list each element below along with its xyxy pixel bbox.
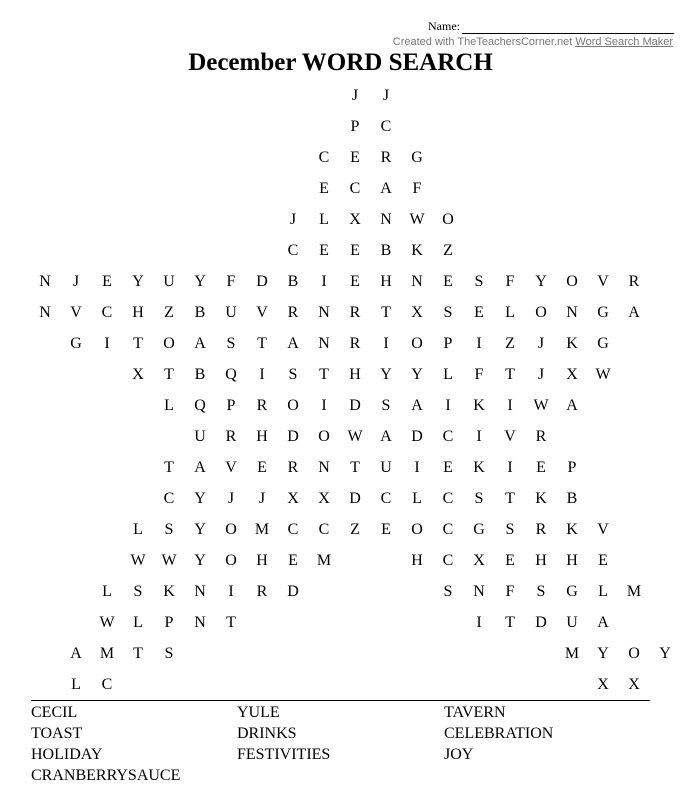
grid-letter: G xyxy=(473,521,485,538)
grid-letter: C xyxy=(318,521,330,538)
grid-letter: G xyxy=(411,149,423,166)
grid-letter: O xyxy=(287,397,299,414)
grid-letter: B xyxy=(194,304,206,321)
grid-letter: Y xyxy=(659,645,671,662)
grid-letter: E xyxy=(381,521,391,538)
grid-letter: Z xyxy=(505,335,515,352)
grid-letter: I xyxy=(414,459,420,476)
grid-letter: O xyxy=(628,645,640,662)
grid-letter: T xyxy=(350,459,360,476)
grid-letter: N xyxy=(473,583,485,600)
grid-letter: K xyxy=(473,459,485,476)
word-search-maker-link[interactable]: Word Search Maker xyxy=(575,36,673,48)
grid-letter: Y xyxy=(411,366,423,383)
grid-letter: C xyxy=(287,242,299,259)
grid-letter: F xyxy=(505,583,515,600)
grid-letter: X xyxy=(411,304,423,321)
grid-letter: K xyxy=(163,583,175,600)
grid-letter: C xyxy=(442,490,454,507)
divider-line xyxy=(31,700,650,701)
grid-letter: P xyxy=(226,397,236,414)
word-list-item: HOLIDAY xyxy=(31,746,103,763)
word-list-item: CRANBERRYSAUCE xyxy=(31,767,181,784)
grid-letter: S xyxy=(288,366,298,383)
grid-letter: V xyxy=(597,273,609,290)
grid-letter: V xyxy=(70,304,82,321)
grid-letter: S xyxy=(443,583,453,600)
grid-letter: Y xyxy=(194,273,206,290)
grid-letter: H xyxy=(566,552,578,569)
grid-letter: D xyxy=(287,583,299,600)
grid-letter: K xyxy=(473,397,485,414)
grid-letter: S xyxy=(226,335,236,352)
grid-letter: C xyxy=(163,490,175,507)
grid-letter: L xyxy=(71,676,81,693)
word-list-item: JOY xyxy=(444,746,474,763)
grid-letter: J xyxy=(382,87,390,104)
grid-letter: R xyxy=(535,521,547,538)
grid-letter: A xyxy=(194,335,206,352)
grid-letter: L xyxy=(319,211,329,228)
grid-letter: U xyxy=(380,459,392,476)
grid-letter: P xyxy=(567,459,577,476)
grid-letter: H xyxy=(380,273,392,290)
grid-letter: I xyxy=(383,335,389,352)
grid-letter: A xyxy=(597,614,609,631)
grid-letter: Q xyxy=(225,366,237,383)
grid-letter: J xyxy=(289,211,297,228)
grid-letter: A xyxy=(566,397,578,414)
grid-letter: O xyxy=(535,304,547,321)
grid-letter: Y xyxy=(194,490,206,507)
grid-letter: I xyxy=(321,397,327,414)
grid-letter: V xyxy=(256,304,268,321)
grid-letter: V xyxy=(504,428,516,445)
grid-letter: C xyxy=(442,428,454,445)
grid-letter: X xyxy=(566,366,578,383)
grid-letter: O xyxy=(442,211,454,228)
grid-letter: N xyxy=(411,273,423,290)
grid-letter: E xyxy=(536,459,546,476)
grid-letter: G xyxy=(597,335,609,352)
grid-letter: H xyxy=(256,428,268,445)
grid-letter: E xyxy=(474,304,484,321)
grid-letter: Q xyxy=(194,397,206,414)
grid-letter: E xyxy=(443,459,453,476)
grid-letter: T xyxy=(133,645,143,662)
grid-letter: A xyxy=(380,428,392,445)
grid-letter: X xyxy=(132,366,144,383)
grid-letter: U xyxy=(163,273,175,290)
grid-letter: R xyxy=(349,335,361,352)
grid-letter: L xyxy=(598,583,608,600)
grid-letter: I xyxy=(259,366,265,383)
grid-letter: R xyxy=(628,273,640,290)
grid-letter: I xyxy=(476,335,482,352)
grid-letter: E xyxy=(350,149,360,166)
grid-letter: P xyxy=(350,118,360,135)
grid-letter: V xyxy=(225,459,237,476)
grid-letter: P xyxy=(164,614,174,631)
grid-letter: J xyxy=(537,366,545,383)
grid-letter: T xyxy=(381,304,391,321)
grid-letter: B xyxy=(287,273,299,290)
grid-letter: A xyxy=(628,304,640,321)
grid-letter: S xyxy=(164,645,174,662)
grid-letter: I xyxy=(476,428,482,445)
grid-letter: U xyxy=(225,304,237,321)
grid-letter: L xyxy=(164,397,174,414)
grid-letter: N xyxy=(39,273,51,290)
grid-letter: L xyxy=(505,304,515,321)
grid-letter: F xyxy=(474,366,484,383)
grid-letter: C xyxy=(349,180,361,197)
grid-letter: N xyxy=(318,459,330,476)
grid-letter: C xyxy=(101,304,113,321)
grid-letter: U xyxy=(194,428,206,445)
grid-letter: S xyxy=(443,304,453,321)
grid-letter: V xyxy=(597,521,609,538)
grid-letter: I xyxy=(507,397,513,414)
grid-letter: H xyxy=(349,366,361,383)
grid-letter: Z xyxy=(164,304,174,321)
grid-letter: K xyxy=(411,242,423,259)
grid-letter: J xyxy=(537,335,545,352)
grid-letter: E xyxy=(102,273,112,290)
grid-letter: J xyxy=(258,490,266,507)
grid-letter: A xyxy=(411,397,423,414)
grid-letter: D xyxy=(535,614,547,631)
grid-letter: Z xyxy=(443,242,453,259)
grid-letter: Y xyxy=(535,273,547,290)
grid-letter: N xyxy=(318,335,330,352)
grid-letter: K xyxy=(566,335,578,352)
grid-letter: N xyxy=(566,304,578,321)
grid-letter: F xyxy=(505,273,515,290)
grid-letter: O xyxy=(163,335,175,352)
grid-letter: E xyxy=(443,273,453,290)
grid-letter: R xyxy=(287,459,299,476)
word-list-item: CECIL xyxy=(31,704,78,721)
grid-letter: N xyxy=(380,211,392,228)
grid-letter: E xyxy=(505,552,515,569)
grid-letter: X xyxy=(287,490,299,507)
page-title: December WORD SEARCH xyxy=(188,49,493,76)
grid-letter: N xyxy=(39,304,51,321)
grid-letter: M xyxy=(564,645,580,662)
grid-letter: R xyxy=(380,149,392,166)
grid-letter: X xyxy=(473,552,485,569)
grid-letter: M xyxy=(316,552,332,569)
grid-letter: T xyxy=(505,614,515,631)
grid-letter: T xyxy=(505,366,515,383)
grid-letter: X xyxy=(318,490,330,507)
grid-letter: C xyxy=(318,149,330,166)
grid-letter: T xyxy=(319,366,329,383)
grid-letter: T xyxy=(257,335,267,352)
grid-letter: S xyxy=(536,583,546,600)
grid-letter: I xyxy=(228,583,234,600)
grid-letter: E xyxy=(319,180,329,197)
grid-letter: A xyxy=(70,645,82,662)
grid-letter: Y xyxy=(194,552,206,569)
grid-letter: C xyxy=(380,490,392,507)
grid-letter: C xyxy=(101,676,113,693)
grid-letter: Z xyxy=(350,521,360,538)
grid-letter: T xyxy=(226,614,236,631)
grid-letter: T xyxy=(133,335,143,352)
grid-letter: Y xyxy=(194,521,206,538)
word-list-item: TOAST xyxy=(31,725,83,742)
grid-letter: S xyxy=(133,583,143,600)
grid-letter: F xyxy=(412,180,422,197)
grid-letter: E xyxy=(350,242,360,259)
grid-letter: O xyxy=(318,428,330,445)
grid-letter: T xyxy=(505,490,515,507)
grid-letter: C xyxy=(442,521,454,538)
grid-letter: D xyxy=(349,490,361,507)
grid-letter: L xyxy=(443,366,453,383)
grid-letter: H xyxy=(535,552,547,569)
grid-letter: N xyxy=(194,614,206,631)
grid-letter: S xyxy=(381,397,391,414)
grid-letter: R xyxy=(349,304,361,321)
word-list-item: FESTIVITIES xyxy=(237,746,331,763)
grid-letter: O xyxy=(566,273,578,290)
grid-letter: W xyxy=(99,614,115,631)
grid-letter: R xyxy=(535,428,547,445)
grid-letter: Y xyxy=(380,366,392,383)
grid-letter: I xyxy=(476,614,482,631)
grid-letter: L xyxy=(412,490,422,507)
grid-letter: A xyxy=(287,335,299,352)
grid-letter: P xyxy=(443,335,453,352)
grid-letter: D xyxy=(349,397,361,414)
grid-letter: W xyxy=(595,366,611,383)
grid-letter: X xyxy=(349,211,361,228)
grid-letter: T xyxy=(164,459,174,476)
grid-letter: Y xyxy=(132,273,144,290)
grid-letter: W xyxy=(130,552,146,569)
grid-letter: O xyxy=(225,552,237,569)
grid-letter: D xyxy=(287,428,299,445)
grid-letter: N xyxy=(318,304,330,321)
grid-letter: R xyxy=(256,583,268,600)
grid-letter: W xyxy=(347,428,363,445)
grid-letter: G xyxy=(70,335,82,352)
grid-letter: B xyxy=(566,490,578,507)
grid-letter: E xyxy=(350,273,360,290)
grid-letter: M xyxy=(254,521,270,538)
grid-letter: I xyxy=(445,397,451,414)
grid-letter: M xyxy=(626,583,642,600)
grid-letter: I xyxy=(507,459,513,476)
grid-letter: J xyxy=(72,273,80,290)
word-list-item: TAVERN xyxy=(444,704,506,721)
grid-letter: O xyxy=(411,521,423,538)
grid-letter: S xyxy=(474,273,484,290)
grid-letter: R xyxy=(287,304,299,321)
grid-letter: A xyxy=(380,180,392,197)
grid-letter: E xyxy=(598,552,608,569)
grid-letter: W xyxy=(533,397,549,414)
grid-letter: A xyxy=(194,459,206,476)
grid-letter: X xyxy=(628,676,640,693)
grid-letter: E xyxy=(257,459,267,476)
grid-letter: L xyxy=(133,614,143,631)
grid-letter: H xyxy=(256,552,268,569)
grid-letter: R xyxy=(225,428,237,445)
grid-letter: C xyxy=(442,552,454,569)
word-list-item: YULE xyxy=(237,704,280,721)
grid-letter: S xyxy=(505,521,515,538)
grid-letter: G xyxy=(597,304,609,321)
grid-letter: X xyxy=(597,676,609,693)
grid-letter: O xyxy=(411,335,423,352)
grid-letter: L xyxy=(102,583,112,600)
grid-letter: M xyxy=(99,645,115,662)
grid-letter: O xyxy=(225,521,237,538)
word-list-item: CELEBRATION xyxy=(444,725,554,742)
grid-letter: I xyxy=(104,335,110,352)
grid-letter: C xyxy=(380,118,392,135)
grid-letter: C xyxy=(287,521,299,538)
grid-letter: E xyxy=(319,242,329,259)
grid-letter: Y xyxy=(597,645,609,662)
grid-letter: W xyxy=(161,552,177,569)
grid-letter: B xyxy=(194,366,206,383)
grid-letter: T xyxy=(164,366,174,383)
credit-text: Created with TheTeachersCorner.net xyxy=(392,36,576,48)
grid-letter: W xyxy=(409,211,425,228)
grid-letter: H xyxy=(411,552,423,569)
grid-letter: R xyxy=(256,397,268,414)
grid-letter: J xyxy=(351,87,359,104)
grid-letter: H xyxy=(132,304,144,321)
grid-letter: F xyxy=(226,273,236,290)
grid-letter: K xyxy=(535,490,547,507)
grid-letter: S xyxy=(164,521,174,538)
grid-letter: L xyxy=(133,521,143,538)
word-list-item: DRINKS xyxy=(237,725,297,742)
grid-letter: G xyxy=(566,583,578,600)
grid-letter: B xyxy=(380,242,392,259)
name-label: Name: xyxy=(428,19,460,33)
grid-letter: J xyxy=(227,490,235,507)
grid-letter: D xyxy=(411,428,423,445)
grid-letter: D xyxy=(256,273,268,290)
grid-letter: N xyxy=(194,583,206,600)
grid-letter: K xyxy=(566,521,578,538)
grid-letter: S xyxy=(474,490,484,507)
grid-letter: E xyxy=(288,552,298,569)
grid-letter: I xyxy=(321,273,327,290)
grid-letter: U xyxy=(566,614,578,631)
